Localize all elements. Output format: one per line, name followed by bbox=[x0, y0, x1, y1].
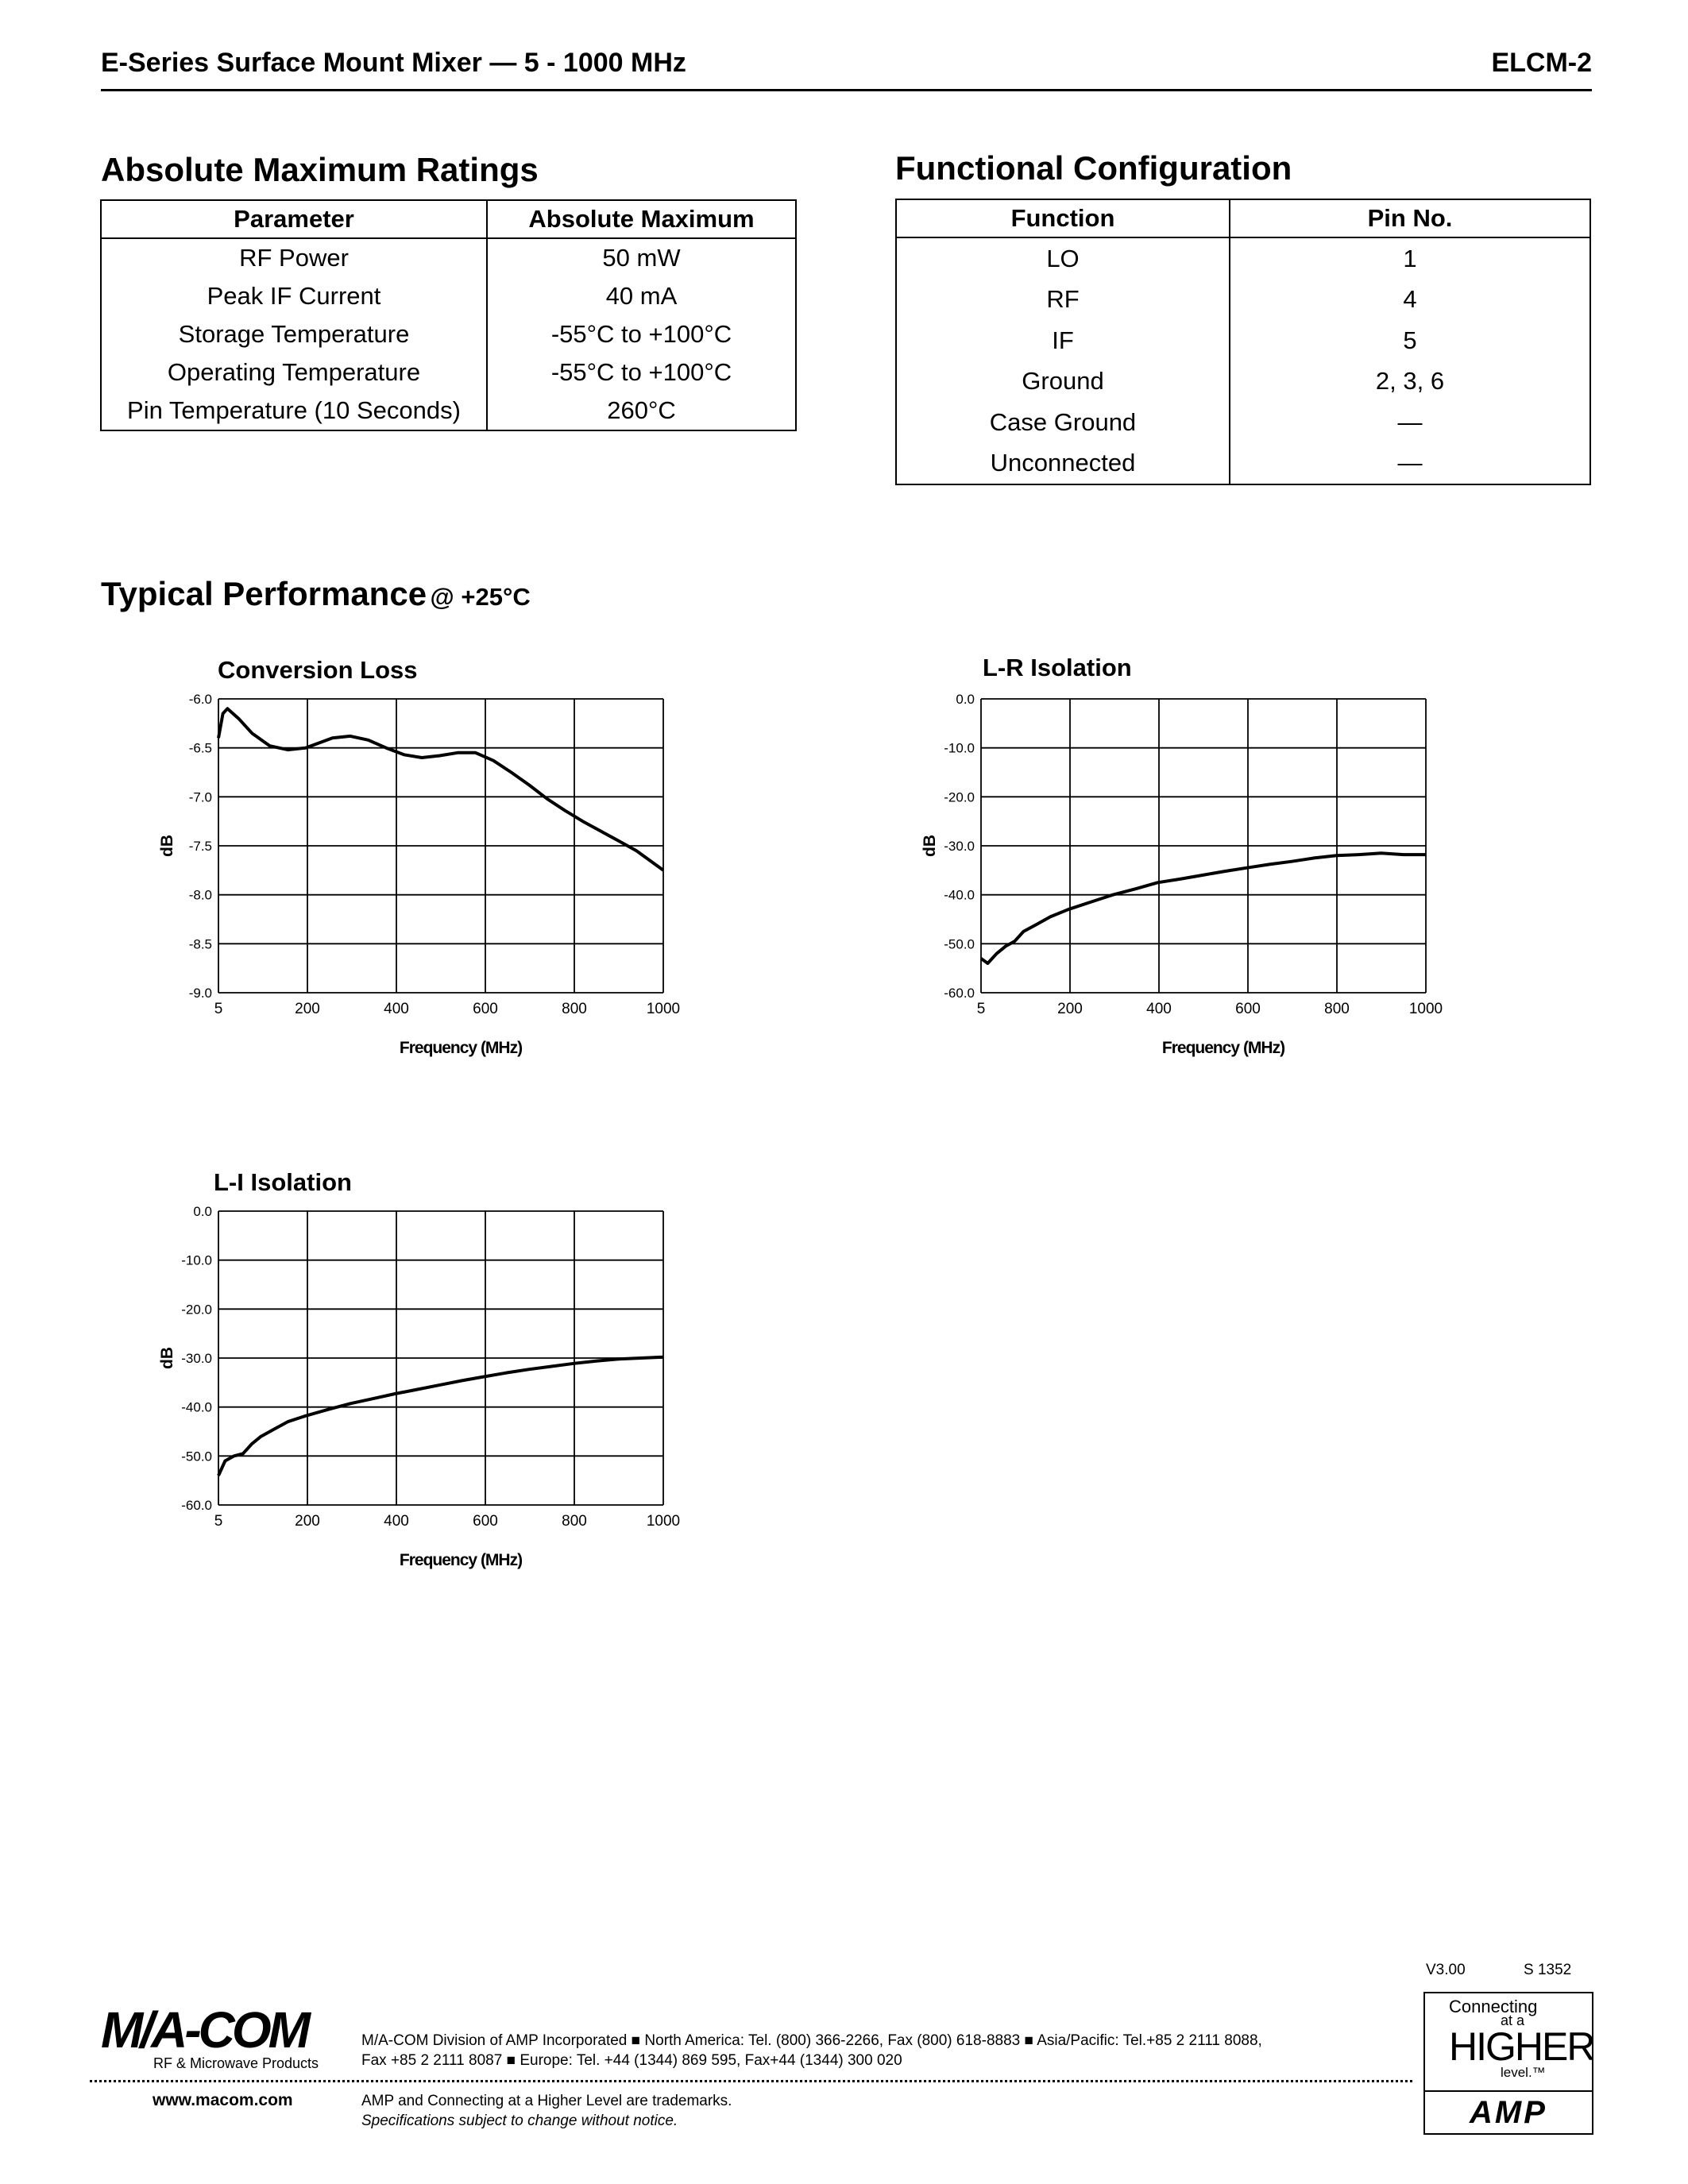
y-tick-label: -50.0 bbox=[944, 936, 975, 952]
amp-badge bbox=[1423, 1992, 1593, 2135]
col-parameter: Parameter bbox=[101, 200, 487, 238]
cell: Ground bbox=[896, 361, 1230, 403]
version-label: V3.00 bbox=[1426, 1962, 1466, 1978]
slogan-higher: HIGHER bbox=[1449, 2024, 1594, 2069]
x-tick-label: 600 bbox=[473, 1001, 498, 1017]
li-isolation-chart bbox=[143, 1195, 715, 1576]
y-tick-label: -8.0 bbox=[188, 887, 212, 903]
performance-heading bbox=[101, 575, 531, 613]
fc-table bbox=[895, 199, 1591, 485]
badge-divider bbox=[1425, 2090, 1592, 2092]
table-row bbox=[896, 237, 1590, 280]
y-tick-label: -60.0 bbox=[944, 986, 975, 1001]
x-tick-label: 600 bbox=[473, 1513, 498, 1530]
y-tick-label: -60.0 bbox=[181, 1498, 212, 1513]
y-tick-label: -10.0 bbox=[944, 740, 975, 756]
chart-title-lr-isolation: L-R Isolation bbox=[983, 654, 1132, 681]
y-tick-label: -20.0 bbox=[944, 789, 975, 805]
cell: — bbox=[1230, 402, 1590, 443]
x-tick-label: 1000 bbox=[1408, 1001, 1443, 1017]
amr-heading: Absolute Maximum Ratings bbox=[101, 151, 539, 188]
x-tick-label: 1000 bbox=[646, 1001, 681, 1017]
table-row bbox=[896, 402, 1590, 443]
cell: Pin Temperature (10 Seconds) bbox=[101, 392, 487, 430]
chart-title-li-isolation: L-I Isolation bbox=[214, 1168, 352, 1196]
table-row bbox=[896, 361, 1590, 403]
amp-logo: AMP bbox=[1470, 2095, 1547, 2130]
contact-line-1: M/A-COM Division of AMP Incorporated ■ North America: Tel. (800) 366-2266, Fax (800) 618-8883 ■ Asia/Pacific: Tel.+85 2 2111 8088, bbox=[361, 2032, 1262, 2049]
cell: 1 bbox=[1230, 237, 1590, 280]
table-row bbox=[101, 277, 796, 315]
macom-logo-text: M/A-COM bbox=[101, 2001, 307, 2059]
footer-divider bbox=[90, 2080, 1412, 2082]
col-absolute-maximum: Absolute Maximum bbox=[487, 200, 796, 238]
series-line bbox=[218, 1357, 663, 1476]
cell: RF Power bbox=[101, 238, 487, 277]
cell: -55°C to +100°C bbox=[487, 353, 796, 392]
part-number: ELCM-2 bbox=[1491, 48, 1592, 78]
x-tick-label: 200 bbox=[1057, 1001, 1083, 1017]
x-tick-label: 5 bbox=[214, 1513, 223, 1530]
y-tick-label: 0.0 bbox=[956, 692, 975, 707]
table-row bbox=[101, 238, 796, 277]
x-tick-label: 800 bbox=[1324, 1001, 1350, 1017]
y-axis-label: dB bbox=[921, 835, 939, 857]
slogan-level: level.™ bbox=[1501, 2065, 1546, 2080]
x-tick-label: 600 bbox=[1235, 1001, 1261, 1017]
x-tick-label: 800 bbox=[562, 1001, 587, 1017]
y-tick-label: -40.0 bbox=[181, 1399, 212, 1415]
y-tick-label: -7.0 bbox=[188, 789, 212, 805]
series-line bbox=[981, 853, 1426, 963]
table-row bbox=[896, 280, 1590, 321]
y-axis-label: dB bbox=[158, 835, 176, 857]
cell: 50 mW bbox=[487, 238, 796, 277]
x-tick-label: 400 bbox=[384, 1001, 409, 1017]
x-tick-label: 400 bbox=[384, 1513, 409, 1530]
col-function: Function bbox=[896, 199, 1230, 237]
trademark-note: AMP and Connecting at a Higher Level are trademarks. bbox=[361, 2093, 732, 2109]
col-pin-no: Pin No. bbox=[1230, 199, 1590, 237]
performance-condition: @ +25°C bbox=[430, 583, 531, 611]
x-axis-label: Frequency (MHz) bbox=[399, 1551, 523, 1569]
cell: Case Ground bbox=[896, 402, 1230, 443]
cell: 5 bbox=[1230, 320, 1590, 361]
brand-subtitle: RF & Microwave Products bbox=[153, 2055, 319, 2071]
cell: — bbox=[1230, 443, 1590, 485]
y-tick-label: -30.0 bbox=[944, 839, 975, 854]
x-tick-label: 1000 bbox=[646, 1513, 681, 1530]
contact-line-2: Fax +85 2 2111 8087 ■ Europe: Tel. +44 (1344) 869 595, Fax+44 (1344) 300 020 bbox=[361, 2052, 902, 2069]
slogan-connecting: Connecting bbox=[1449, 1997, 1538, 2016]
table-row bbox=[101, 315, 796, 353]
cell: 40 mA bbox=[487, 277, 796, 315]
y-tick-label: -30.0 bbox=[181, 1351, 212, 1366]
y-axis-label: dB bbox=[158, 1347, 176, 1369]
x-tick-label: 200 bbox=[295, 1001, 320, 1017]
cell: IF bbox=[896, 320, 1230, 361]
x-tick-label: 5 bbox=[976, 1001, 986, 1017]
table-row bbox=[896, 320, 1590, 361]
doc-number: S 1352 bbox=[1524, 1962, 1572, 1978]
y-tick-label: -8.5 bbox=[188, 936, 212, 952]
cell: LO bbox=[896, 237, 1230, 280]
y-tick-label: -6.0 bbox=[188, 692, 212, 707]
document-title: E-Series Surface Mount Mixer — 5 - 1000 MHz bbox=[101, 48, 686, 78]
header-rule bbox=[101, 89, 1592, 91]
table-row bbox=[101, 392, 796, 430]
y-tick-label: -20.0 bbox=[181, 1302, 212, 1318]
cell: -55°C to +100°C bbox=[487, 315, 796, 353]
y-tick-label: -10.0 bbox=[181, 1252, 212, 1268]
y-tick-label: -50.0 bbox=[181, 1449, 212, 1464]
conversion-loss-chart bbox=[143, 683, 715, 1064]
y-tick-label: -40.0 bbox=[944, 887, 975, 903]
fc-heading: Functional Configuration bbox=[895, 149, 1292, 187]
cell: Unconnected bbox=[896, 443, 1230, 485]
y-tick-label: -6.5 bbox=[188, 740, 212, 756]
table-row bbox=[896, 443, 1590, 485]
chart-title-conversion-loss: Conversion Loss bbox=[218, 656, 418, 684]
x-tick-label: 5 bbox=[214, 1001, 223, 1017]
amr-table bbox=[100, 199, 797, 431]
cell: Storage Temperature bbox=[101, 315, 487, 353]
table-header-row bbox=[101, 200, 796, 238]
change-notice: Specifications subject to change without notice. bbox=[361, 2113, 678, 2129]
y-tick-label: -7.5 bbox=[188, 839, 212, 854]
cell: RF bbox=[896, 280, 1230, 321]
website-link[interactable]: www.macom.com bbox=[153, 2091, 293, 2109]
cell: 260°C bbox=[487, 392, 796, 430]
lr-isolation-chart bbox=[906, 683, 1477, 1064]
cell: 2, 3, 6 bbox=[1230, 361, 1590, 403]
cell: Operating Temperature bbox=[101, 353, 487, 392]
cell: Peak IF Current bbox=[101, 277, 487, 315]
slogan-at-a: at a bbox=[1501, 2012, 1525, 2028]
cell: 4 bbox=[1230, 280, 1590, 321]
x-axis-label: Frequency (MHz) bbox=[399, 1039, 523, 1057]
x-tick-label: 200 bbox=[295, 1513, 320, 1530]
table-row bbox=[101, 353, 796, 392]
y-tick-label: 0.0 bbox=[193, 1204, 212, 1219]
x-tick-label: 800 bbox=[562, 1513, 587, 1530]
x-axis-label: Frequency (MHz) bbox=[1161, 1039, 1285, 1057]
performance-title: Typical Performance bbox=[101, 575, 427, 612]
x-tick-label: 400 bbox=[1146, 1001, 1172, 1017]
y-tick-label: -9.0 bbox=[188, 986, 212, 1001]
table-header-row bbox=[896, 199, 1590, 237]
